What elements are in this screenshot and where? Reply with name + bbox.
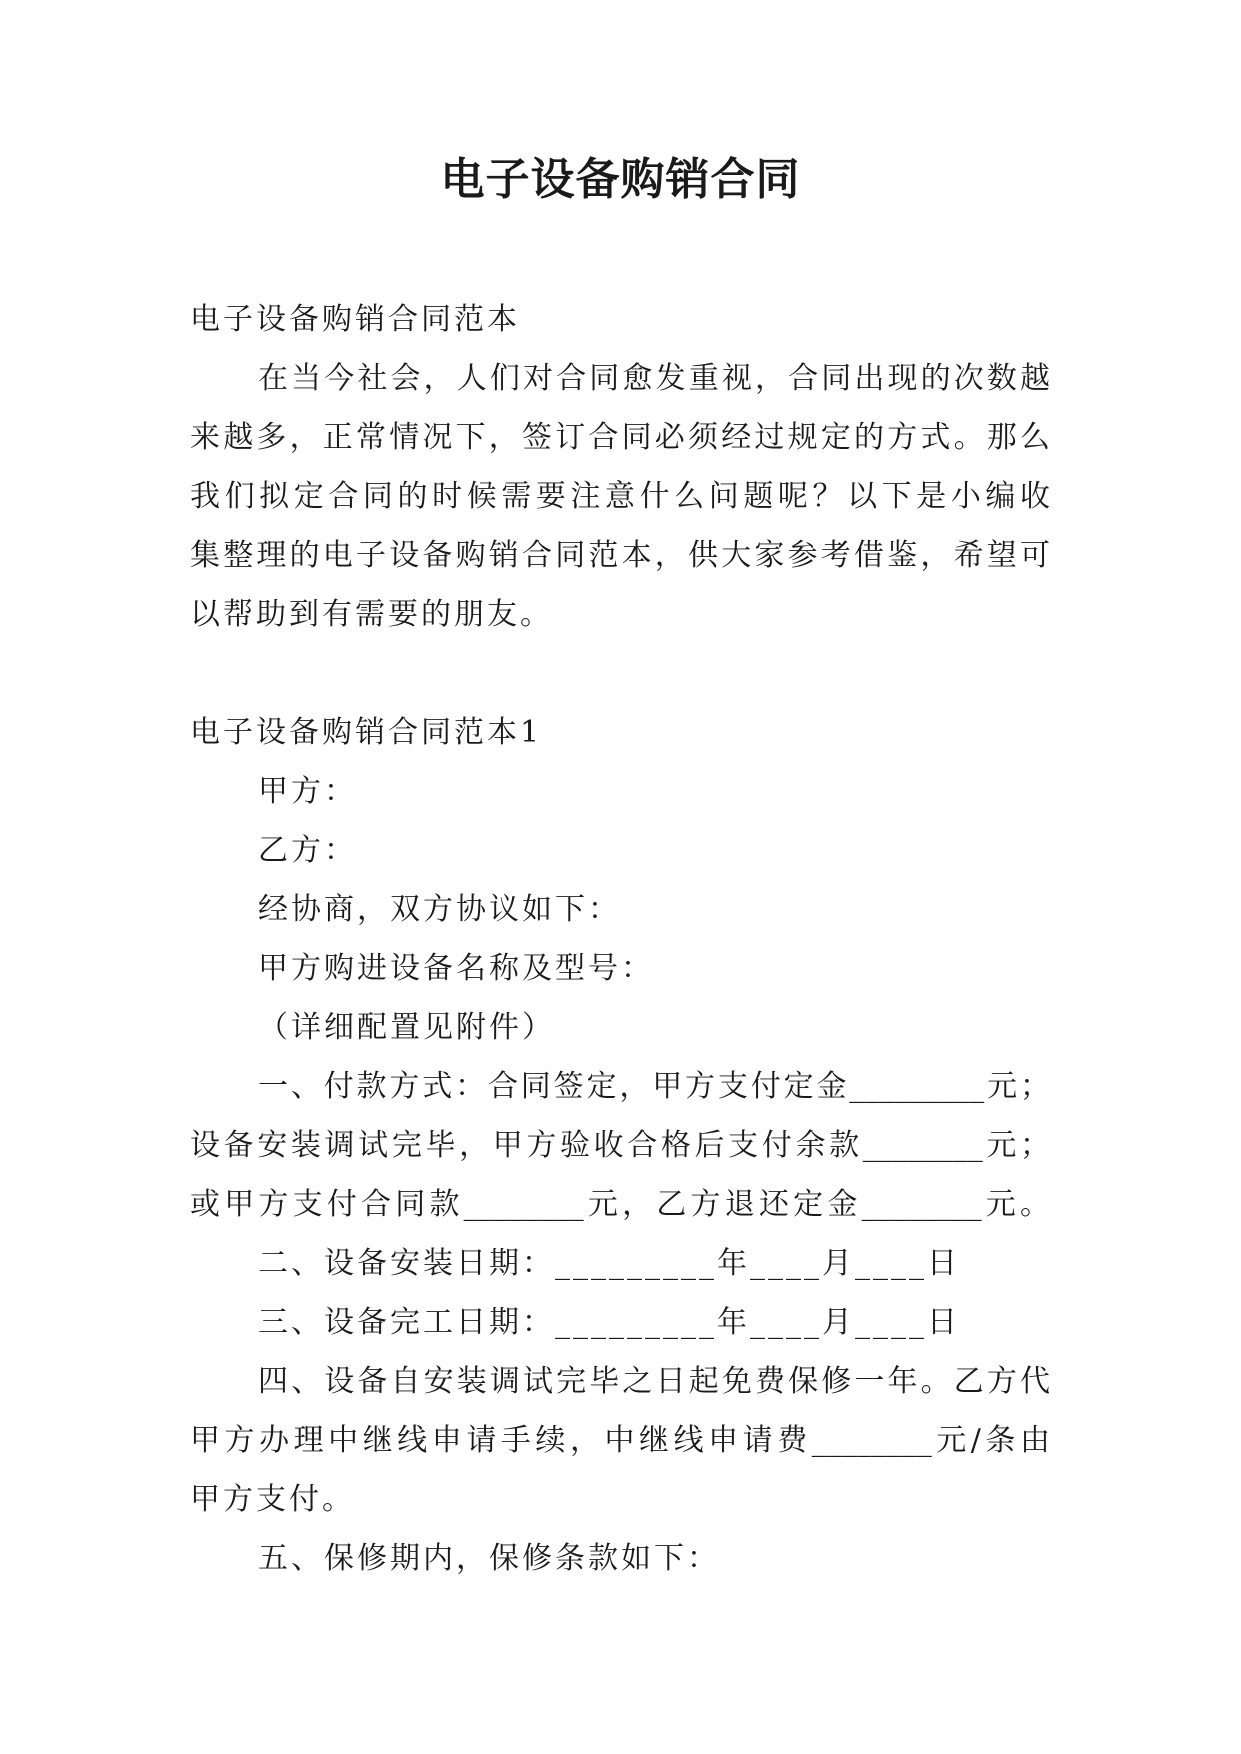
document-title: 电子设备购销合同 bbox=[440, 154, 801, 205]
intro-line-1: 在当今社会，人们对合同愈发重视，合同出现的次数越 bbox=[258, 361, 1050, 396]
paragraph-gap bbox=[190, 644, 1050, 703]
document-body bbox=[190, 290, 1050, 1588]
agreement-line: 经协商，双方协议如下： bbox=[258, 892, 621, 927]
intro-line-4: 集整理的电子设备购销合同范本，供大家参考借鉴，希望可 bbox=[190, 538, 1050, 573]
clause-1-line-3: 或甲方支付合同款________元，乙方退还定金________元。 bbox=[190, 1187, 1050, 1222]
clause-4-line-1: 四、设备自安装调试完毕之日起免费保修一年。乙方代 bbox=[258, 1364, 1050, 1399]
intro-line-2: 来越多，正常情况下，签订合同必须经过规定的方式。那么 bbox=[190, 420, 1050, 455]
clause-4-line-2: 甲方办理中继线申请手续，中继线申请费________元/条由 bbox=[190, 1423, 1050, 1458]
clause-5: 五、保修期内，保修条款如下： bbox=[258, 1541, 720, 1576]
clause-3: 三、设备完工日期：_________年____月____日 bbox=[258, 1305, 960, 1340]
config-note: （详细配置见附件） bbox=[258, 1010, 555, 1045]
party-a-label: 甲方： bbox=[258, 774, 357, 809]
intro-line-5: 以帮助到有需要的朋友。 bbox=[190, 597, 553, 632]
equipment-line: 甲方购进设备名称及型号： bbox=[258, 951, 654, 986]
clause-1-line-1: 一、付款方式：合同签定，甲方支付定金_________元； bbox=[258, 1069, 1050, 1104]
clause-4-line-3: 甲方支付。 bbox=[190, 1482, 355, 1517]
intro-line-3: 我们拟定合同的时候需要注意什么问题呢？以下是小编收 bbox=[190, 479, 1050, 514]
section-heading: 电子设备购销合同范本1 bbox=[190, 715, 543, 750]
subtitle: 电子设备购销合同范本 bbox=[190, 302, 520, 337]
party-b-label: 乙方： bbox=[258, 833, 357, 868]
clause-1-line-2: 设备安装调试完毕，甲方验收合格后支付余款________元； bbox=[190, 1128, 1050, 1163]
clause-2: 二、设备安装日期：_________年____月____日 bbox=[258, 1246, 960, 1281]
